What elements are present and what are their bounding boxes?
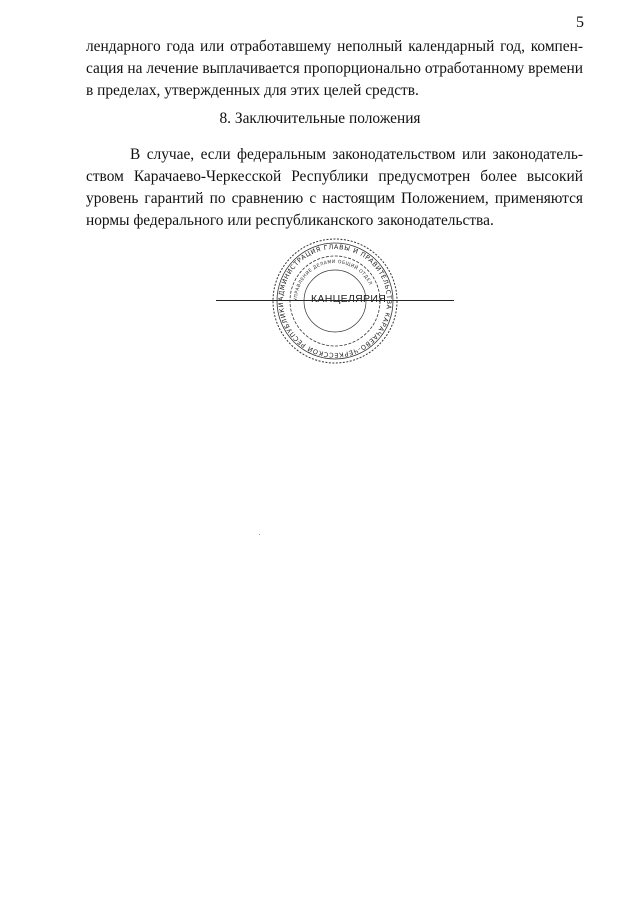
paragraph-continuation: [86, 36, 583, 102]
paragraph-final-provisions: [86, 144, 583, 232]
paragraph-line: ством Карачаево-Черкесской Республики предусмотрен более высокий: [86, 168, 583, 185]
paragraph-line: в пределах, утвержденных для этих целей средств.: [86, 82, 419, 99]
paragraph-line: сация на лечение выплачивается пропорционально отработанному времени: [86, 60, 583, 77]
paragraph-line: уровень гарантий по сравнению с настоящим Положением, применяются: [86, 190, 583, 207]
page-number: 5: [576, 14, 584, 31]
seal-outer-text: АДМИНИСТРАЦИЯ ГЛАВЫ И ПРАВИТЕЛЬСТВА КАРАЧАЕВО-ЧЕРКЕССКОЙ РЕСПУБЛИКИ: [276, 242, 394, 360]
paragraph-line: В случае, если федеральным законодательством или законодатель-: [130, 146, 583, 163]
section-heading: 8. Заключительные положения: [219, 110, 421, 127]
seal-center-text: КАНЦЕЛЯРИЯ: [311, 293, 387, 305]
seal-inner-text: УПРАВЛЕНИЕ ДЕЛАМИ ОБЩИЙ ОТДЕЛ: [293, 259, 373, 302]
signature-stamp-area: [216, 236, 454, 366]
paragraph-line: нормы федерального или республиканского законодательства.: [86, 212, 494, 229]
paragraph-line: лендарного года или отработавшему неполный календарный год, компен-: [86, 38, 583, 55]
scan-speck: [259, 534, 260, 535]
